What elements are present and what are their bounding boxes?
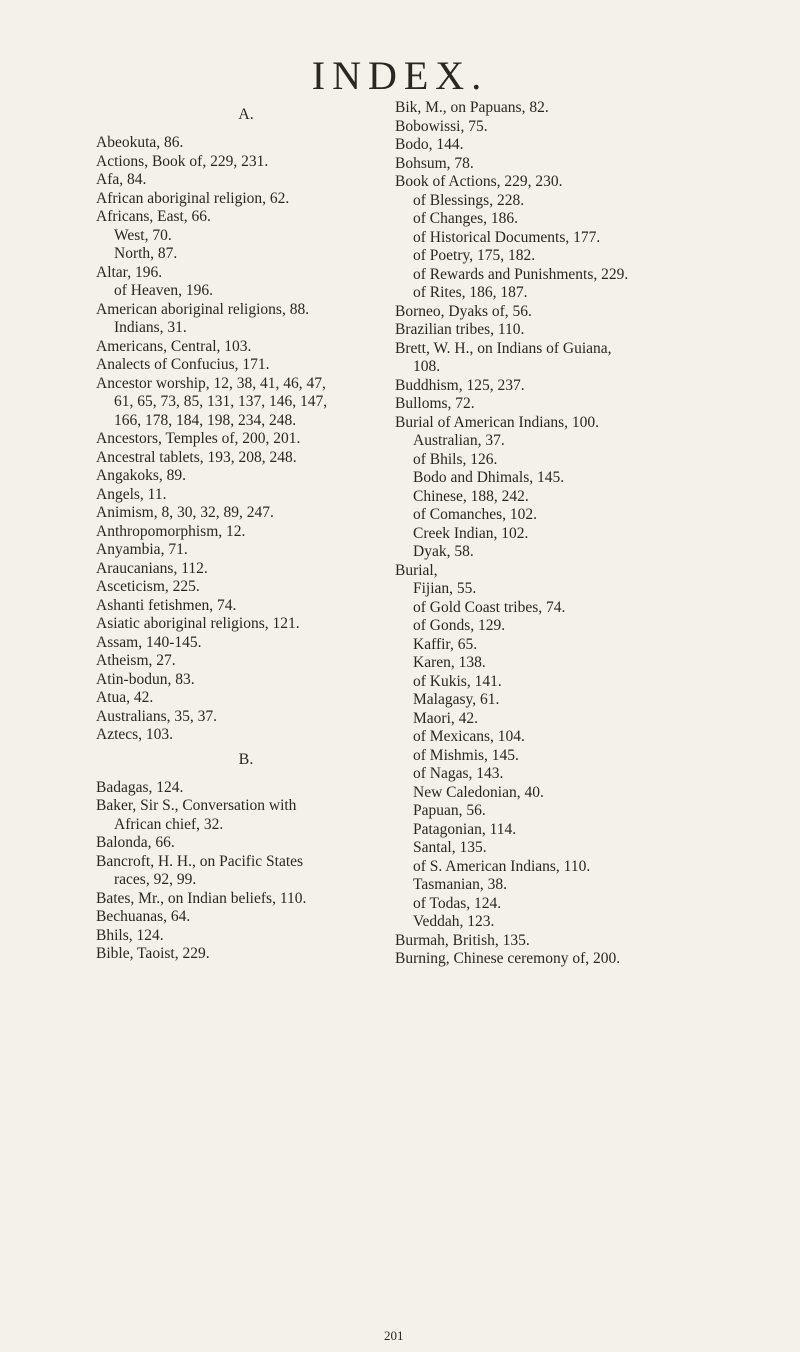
index-subentry: of Changes, 186. bbox=[413, 210, 519, 227]
index-subentry: Papuan, 56. bbox=[413, 802, 486, 819]
index-entry: Ashanti fetishmen, 74. bbox=[96, 596, 237, 614]
index-entry: Ancestor worship, 12, 38, 41, 46, 47, bbox=[96, 374, 326, 392]
section-letter: A. bbox=[238, 106, 254, 123]
index-subentry: of Comanches, 102. bbox=[413, 506, 537, 523]
index-entry: Aztecs, 103. bbox=[96, 726, 174, 743]
index-subentry: Chinese, 188, 242. bbox=[413, 487, 529, 505]
index-entry: Burmah, British, 135. bbox=[395, 931, 530, 949]
index-entry: Analects of Confucius, 171. bbox=[96, 356, 270, 373]
index-entry: Africans, East, 66. bbox=[96, 208, 211, 225]
index-subentry: of S. American Indians, 110. bbox=[413, 857, 591, 875]
index-subentry: Karen, 138. bbox=[413, 654, 486, 671]
index-entry: Burial of American Indians, 100. bbox=[395, 413, 600, 431]
index-subentry: Fijian, 55. bbox=[413, 580, 477, 597]
index-entry: Actions, Book of, 229, 231. bbox=[96, 152, 269, 170]
index-entry: Borneo, Dyaks of, 56. bbox=[395, 302, 532, 320]
index-entry: Angels, 11. bbox=[96, 485, 167, 503]
index-subentry: Kaffir, 65. bbox=[413, 635, 478, 653]
index-subentry: Maori, 42. bbox=[413, 709, 479, 727]
index-subentry: New Caledonian, 40. bbox=[413, 783, 544, 801]
index-subentry: Veddah, 123. bbox=[413, 913, 495, 930]
index-subentry: West, 70. bbox=[114, 226, 172, 244]
index-entry: Afa, 84. bbox=[96, 171, 147, 188]
index-subentry: of Gonds, 129. bbox=[413, 617, 506, 634]
index-subentry: of Poetry, 175, 182. bbox=[413, 247, 536, 264]
index-entry: Bechuanas, 64. bbox=[96, 908, 191, 925]
index-entry: Ancestors, Temples of, 200, 201. bbox=[96, 430, 301, 447]
index-entry-continuation: races, 92, 99. bbox=[114, 871, 197, 888]
index-entry: Bible, Taoist, 229. bbox=[96, 945, 210, 962]
section-letter: B. bbox=[238, 750, 254, 768]
index-subentry: of Nagas, 143. bbox=[413, 765, 504, 782]
index-entry: Australians, 35, 37. bbox=[96, 707, 217, 725]
index-entry: Atua, 42. bbox=[96, 689, 154, 706]
page-title: INDEX. bbox=[311, 53, 489, 98]
index-entry: Bulloms, 72. bbox=[395, 395, 475, 412]
index-subentry: of Bhils, 126. bbox=[413, 450, 498, 468]
left-column bbox=[96, 100, 396, 964]
index-subentry: Santal, 135. bbox=[413, 839, 487, 856]
index-subentry: Tasmanian, 38. bbox=[413, 876, 508, 893]
index-subentry: of Blessings, 228. bbox=[413, 191, 525, 209]
index-entry: Araucanians, 112. bbox=[96, 559, 208, 577]
index-entry: Bik, M., on Papuans, 82. bbox=[395, 99, 549, 116]
index-entry: Abeokuta, 86. bbox=[96, 134, 184, 151]
index-subentry: of Historical Documents, 177. bbox=[413, 228, 601, 246]
index-subentry: Dyak, 58. bbox=[413, 543, 474, 560]
index-entry-continuation: 108. bbox=[413, 358, 441, 375]
index-subentry: of Kukis, 141. bbox=[413, 672, 502, 690]
index-entry: Anyambia, 71. bbox=[96, 541, 188, 558]
index-subentry: Creek Indian, 102. bbox=[413, 524, 529, 542]
index-subentry: of Rites, 186, 187. bbox=[413, 284, 528, 301]
index-entry: Balonda, 66. bbox=[96, 834, 175, 851]
index-entry: Book of Actions, 229, 230. bbox=[395, 173, 563, 190]
index-entry: Burning, Chinese ceremony of, 200. bbox=[395, 950, 621, 967]
index-entry: Ancestral tablets, 193, 208, 248. bbox=[96, 448, 297, 466]
index-entry: Assam, 140-145. bbox=[96, 633, 202, 651]
index-entry: Atin-bodun, 83. bbox=[96, 670, 195, 688]
page-number: 201 bbox=[384, 1328, 404, 1343]
index-entry-continuation: 166, 178, 184, 198, 234, 248. bbox=[114, 411, 297, 429]
index-entry: Altar, 196. bbox=[96, 263, 163, 281]
index-subentry: Australian, 37. bbox=[413, 432, 505, 449]
index-entry: Buddhism, 125, 237. bbox=[395, 376, 525, 394]
index-entry: Asceticism, 225. bbox=[96, 578, 200, 595]
index-entry: Bohsum, 78. bbox=[395, 154, 474, 172]
index-subentry: Patagonian, 114. bbox=[413, 820, 517, 838]
index-entry: Bhils, 124. bbox=[96, 926, 164, 944]
index-entry: American aboriginal religions, 88. bbox=[96, 300, 310, 318]
index-subentry: of Gold Coast tribes, 74. bbox=[413, 598, 566, 616]
index-entry: Baker, Sir S., Conversation with bbox=[96, 797, 297, 814]
index-entry: Asiatic aboriginal religions, 121. bbox=[96, 615, 300, 632]
index-entry: Bodo, 144. bbox=[395, 136, 464, 153]
index-entry: African aboriginal religion, 62. bbox=[96, 189, 290, 207]
index-subentry: Bodo and Dhimals, 145. bbox=[413, 469, 565, 486]
index-entry: Atheism, 27. bbox=[96, 652, 176, 669]
index-entry-continuation: African chief, 32. bbox=[114, 815, 224, 833]
index-subentry: of Heaven, 196. bbox=[114, 282, 213, 299]
index-entry: Americans, Central, 103. bbox=[96, 337, 252, 355]
index-entry: Badagas, 124. bbox=[96, 778, 184, 796]
index-entry: Brett, W. H., on Indians of Guiana, bbox=[395, 339, 612, 357]
index-subentry: Malagasy, 61. bbox=[413, 691, 500, 708]
index-entry-continuation: 61, 65, 73, 85, 131, 137, 146, 147, bbox=[114, 393, 328, 410]
index-subentry: of Rewards and Punishments, 229. bbox=[413, 265, 629, 283]
index-entry: Bobowissi, 75. bbox=[395, 117, 488, 135]
index-entry: Bancroft, H. H., on Pacific States bbox=[96, 852, 304, 870]
index-subentry: Indians, 31. bbox=[114, 319, 187, 336]
index-subentry: of Todas, 124. bbox=[413, 894, 502, 912]
index-subentry: of Mishmis, 145. bbox=[413, 746, 519, 764]
index-subentry: of Mexicans, 104. bbox=[413, 728, 525, 745]
index-entry: Burial, bbox=[395, 561, 438, 579]
index-entry: Animism, 8, 30, 32, 89, 247. bbox=[96, 504, 274, 521]
index-entry: Anthropomorphism, 12. bbox=[96, 522, 246, 540]
index-entry: Brazilian tribes, 110. bbox=[395, 321, 525, 338]
index-entry: Angakoks, 89. bbox=[96, 467, 186, 484]
index-entry: Bates, Mr., on Indian beliefs, 110. bbox=[96, 889, 307, 907]
right-column bbox=[395, 99, 780, 969]
index-subentry: North, 87. bbox=[114, 245, 178, 262]
